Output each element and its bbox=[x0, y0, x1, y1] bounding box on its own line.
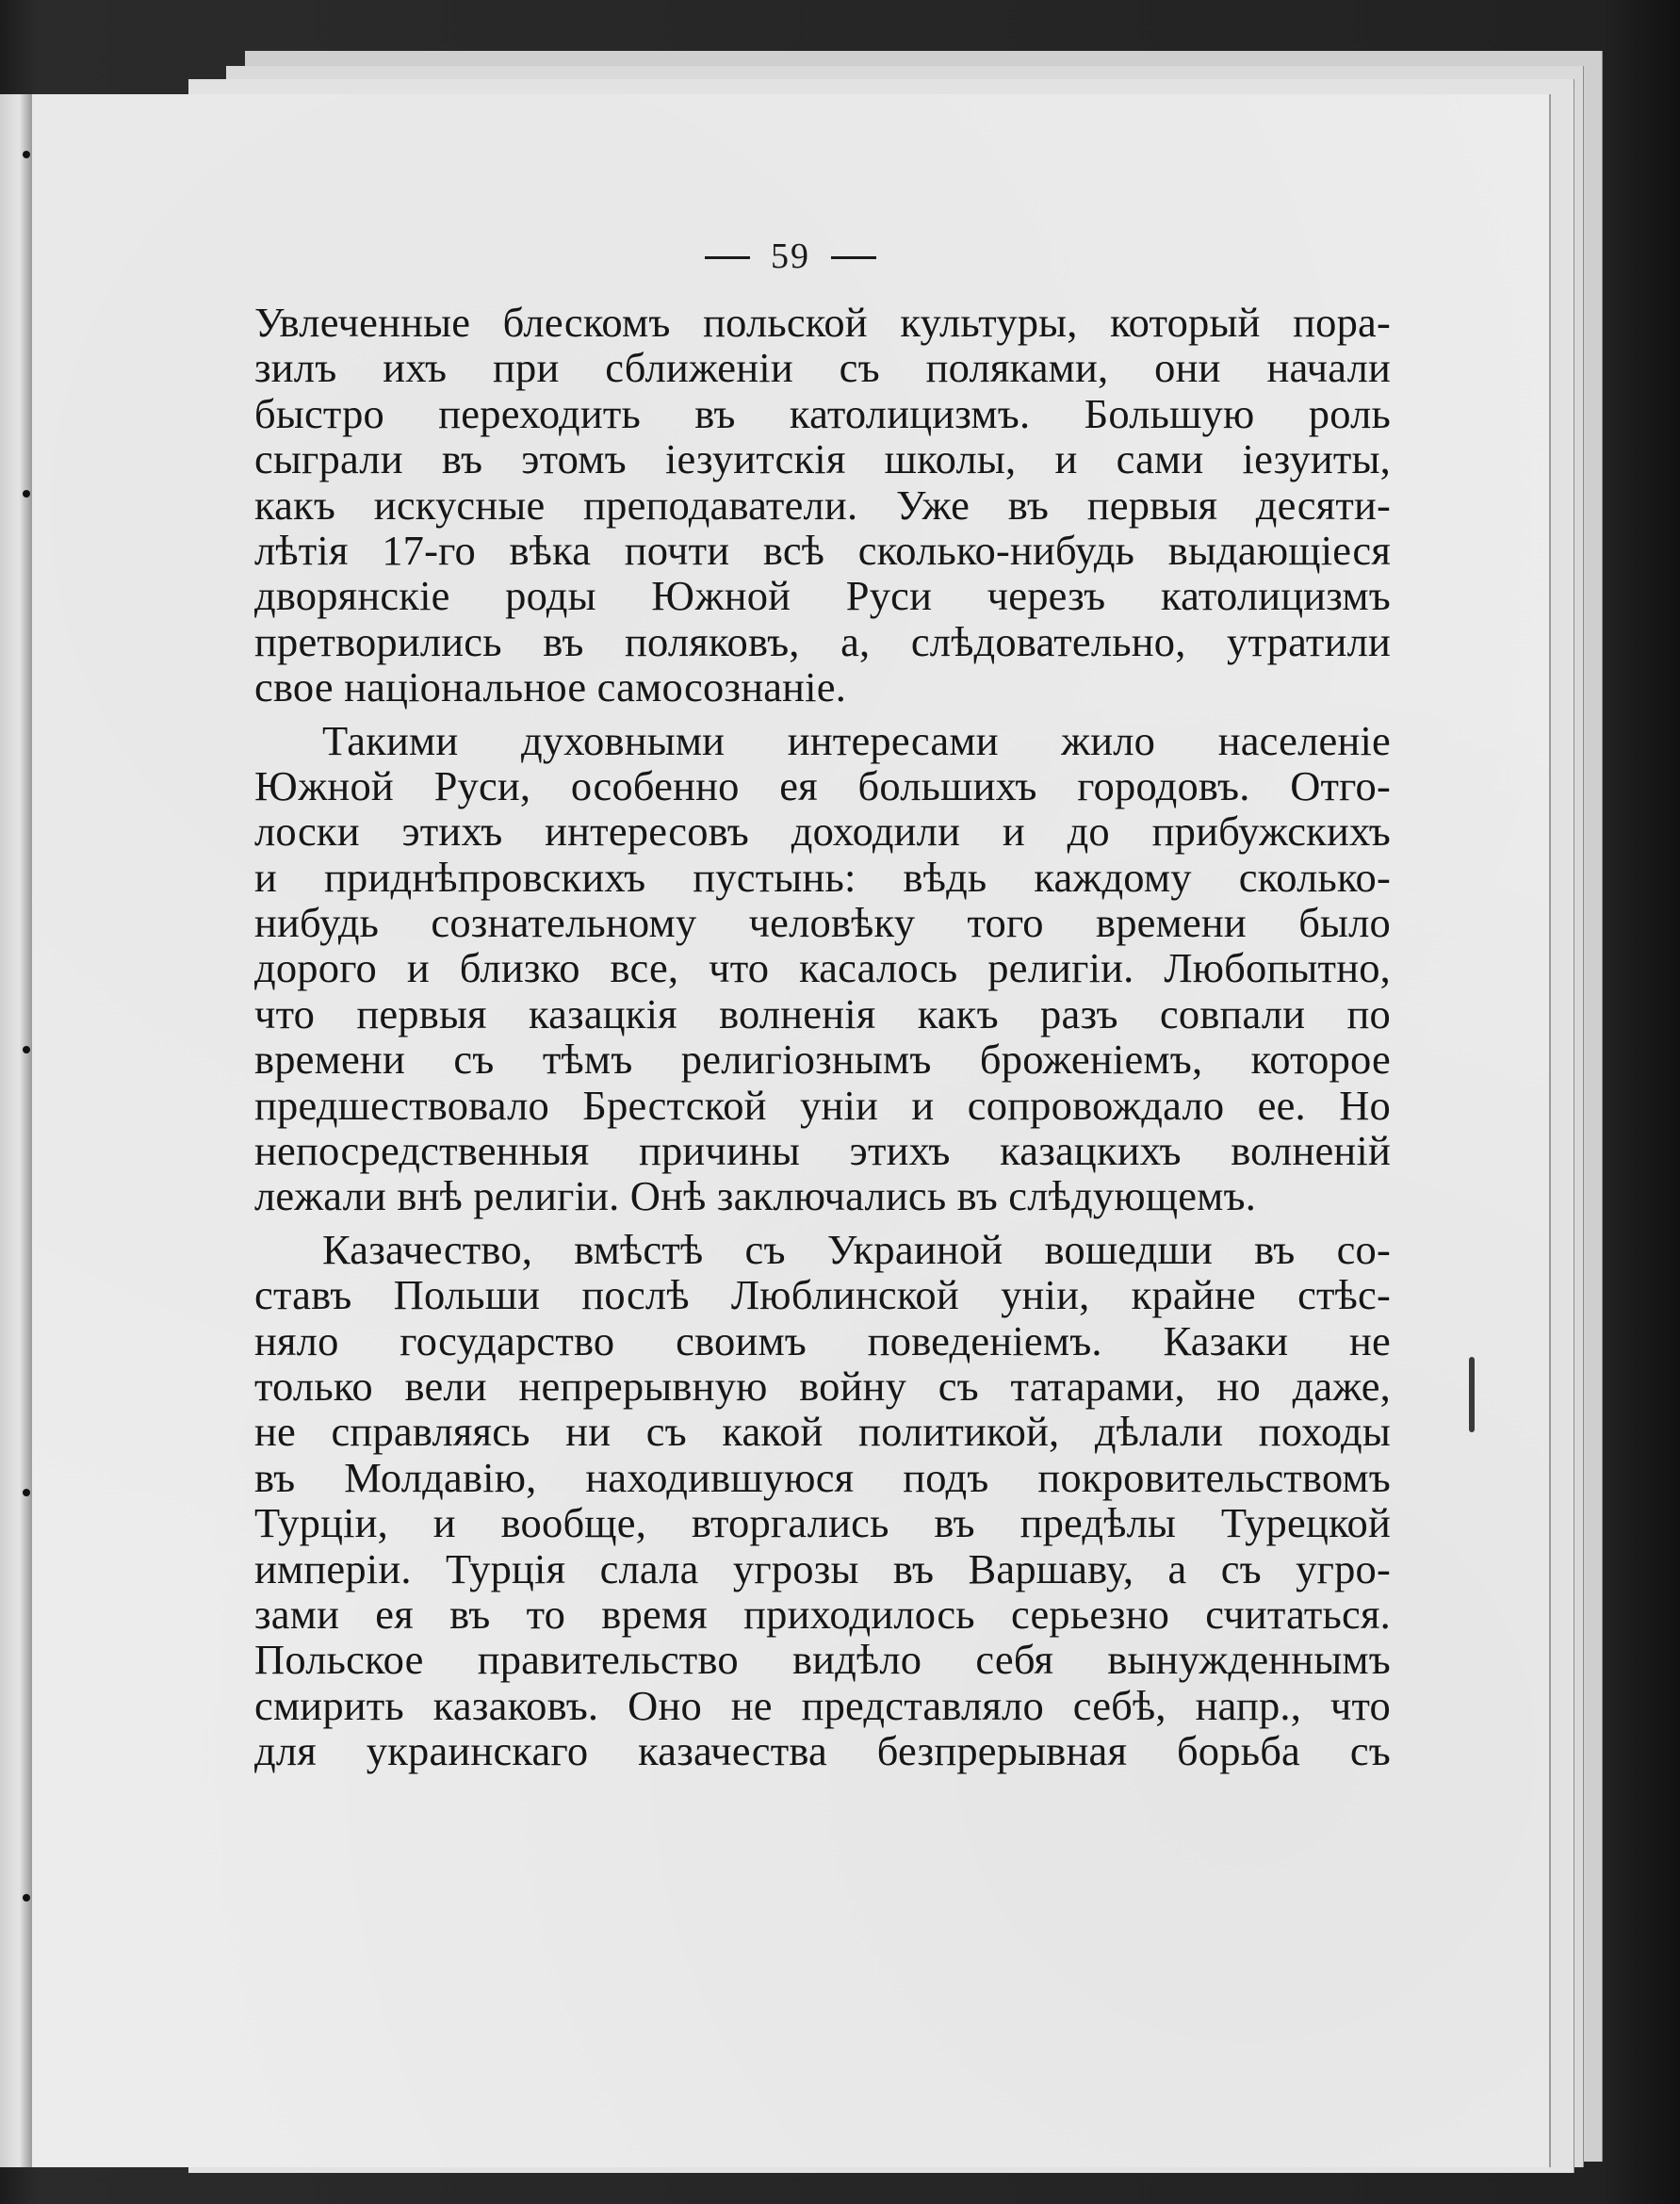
text-line: непосредственныя причины этихъ казацкихъ волненiй bbox=[254, 1127, 1391, 1175]
text-line: претворились въ поляковъ, а, слѣдовательно, утратили bbox=[254, 617, 1391, 665]
page-number-header bbox=[32, 236, 1549, 277]
binding-hole-mark bbox=[23, 1489, 30, 1496]
text-line: дворянскiе роды Южной Руси черезъ католицизмъ bbox=[254, 572, 1391, 620]
text-line: не справляясь ни съ какой политикой, дѣлали походы bbox=[254, 1408, 1391, 1456]
paragraph bbox=[254, 718, 1391, 1219]
scan-artifact bbox=[1469, 1357, 1475, 1432]
text-line: Польское правительство видѣло себя вынужденнымъ bbox=[254, 1636, 1391, 1684]
text-line: ставъ Польши послѣ Люблинской унiи, крайне стѣс- bbox=[254, 1271, 1391, 1319]
text-line: сыграли въ этомъ iезуитскiя школы, и сами iезуиты, bbox=[254, 435, 1391, 483]
text-line: лѣтiя 17-го вѣка почти всѣ сколько-нибудь выдающiеся bbox=[254, 526, 1391, 574]
text-line: свое нацiональное самосознанiе. bbox=[254, 663, 847, 711]
page-number: 59 bbox=[771, 237, 810, 276]
binding-hole-mark bbox=[23, 1894, 30, 1902]
text-line: Увлеченные блескомъ польской культуры, который пора- bbox=[254, 299, 1391, 346]
text-line: смирить казаковъ. Оно не представляло себѣ, напр., что bbox=[254, 1681, 1391, 1729]
binding-hole-mark bbox=[23, 490, 30, 498]
text-line: Турцiи, и вообще, вторгались въ предѣлы Турецкой bbox=[254, 1499, 1391, 1547]
text-line: въ Молдавiю, находившуюся подъ покровительствомъ bbox=[254, 1453, 1391, 1501]
text-line: какъ искусные преподаватели. Уже въ первыя десяти- bbox=[254, 481, 1391, 529]
binding-hole-mark bbox=[23, 1046, 30, 1053]
text-line: Казачество, вмѣстѣ съ Украиной вошедши въ со- bbox=[322, 1225, 1391, 1273]
text-line: дорого и близко все, что касалось религiи. Любопытно, bbox=[254, 944, 1391, 992]
text-line: предшествовало Брестской унiи и сопровождало ее. Но bbox=[254, 1081, 1391, 1129]
text-line: для украинскаго казачества безпрерывная борьба съ bbox=[254, 1727, 1391, 1775]
text-line: лежали внѣ религiи. Онѣ заключались въ слѣдующемъ. bbox=[254, 1172, 1257, 1220]
text-line: Такими духовными интересами жило населенiе bbox=[322, 716, 1391, 764]
text-line: имперiи. Турцiя слала угрозы въ Варшаву, а съ угро- bbox=[254, 1544, 1391, 1592]
text-line: зилъ ихъ при сближенiи съ поляками, они начали bbox=[254, 344, 1391, 392]
text-line: и приднѣпровскихъ пустынь: вѣдь каждому сколько- bbox=[254, 853, 1391, 901]
text-line: лоски этихъ интересовъ доходили и до прибужскихъ bbox=[254, 808, 1391, 856]
binding-hole-mark bbox=[23, 151, 30, 158]
text-line: зами ея въ то время приходилось серьезно считаться. bbox=[254, 1590, 1391, 1638]
text-line: Южной Руси, особенно ея большихъ городовъ. Отго- bbox=[254, 761, 1391, 809]
text-line: что первыя казацкiя волненiя какъ разъ совпали по bbox=[254, 989, 1391, 1037]
text-line: времени съ тѣмъ религiознымъ броженiемъ, которое bbox=[254, 1036, 1391, 1084]
dash-left bbox=[705, 256, 750, 259]
dash-right bbox=[831, 256, 876, 259]
facing-page-edge bbox=[0, 94, 32, 2167]
text-line: няло государство своимъ поведенiемъ. Казаки не bbox=[254, 1316, 1391, 1364]
text-line: нибудь сознательному человѣку того времени было bbox=[254, 899, 1391, 947]
book-page bbox=[32, 94, 1549, 2167]
text-line: только вели непрерывную войну съ татарами, но даже, bbox=[254, 1362, 1391, 1410]
paragraph bbox=[254, 300, 1391, 710]
paragraph bbox=[254, 1227, 1391, 1774]
body-text bbox=[254, 300, 1391, 1774]
text-line: быстро переходить въ католицизмъ. Большую роль bbox=[254, 389, 1391, 437]
